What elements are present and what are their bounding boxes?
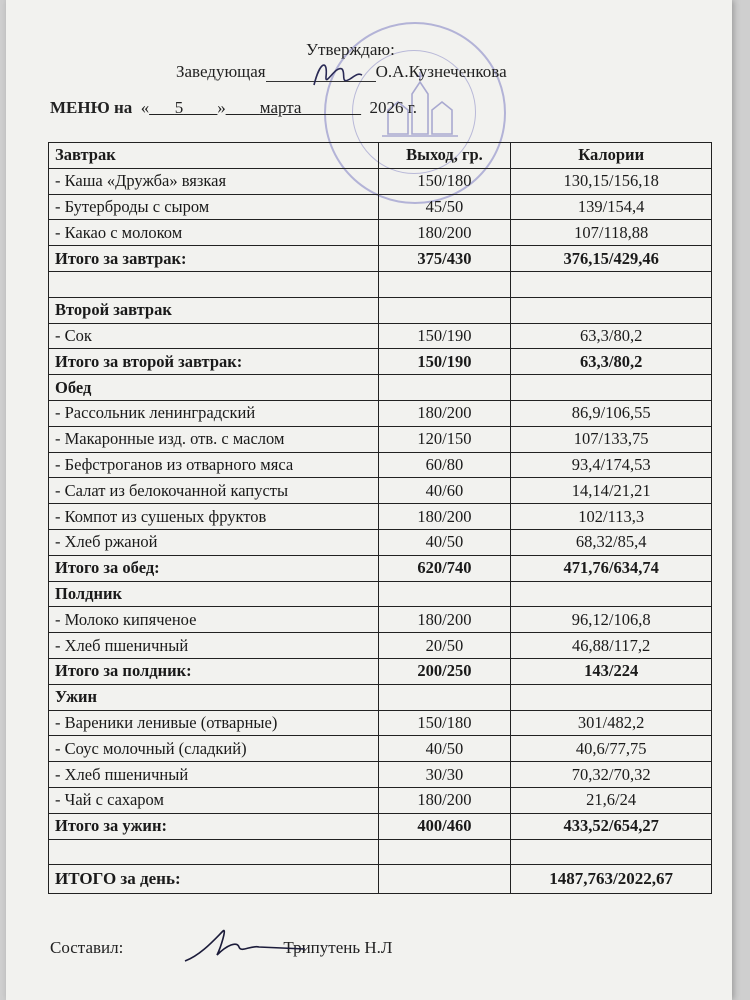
dish-cell: - Макаронные изд. отв. с маслом [49, 426, 379, 452]
menu-item-row [49, 762, 712, 788]
quote-open: « [140, 98, 150, 117]
yield-cell: 200/250 [378, 658, 511, 684]
menu-item-row [49, 426, 712, 452]
calories-cell: 86,9/106,55 [511, 400, 712, 426]
dish-cell: - Вареники ленивые (отварные) [49, 710, 379, 736]
yield-cell [378, 865, 511, 894]
meal-section-row [49, 581, 712, 607]
calories-cell: 433,52/654,27 [511, 813, 712, 839]
menu-item-row [49, 504, 712, 530]
dish-cell [49, 271, 379, 297]
yield-cell [378, 581, 511, 607]
yield-cell: 180/200 [378, 787, 511, 813]
dish-cell: Итого за обед: [49, 555, 379, 581]
calories-cell: 70,32/70,32 [511, 762, 712, 788]
menu-item-row [49, 400, 712, 426]
meal-total-row [49, 349, 712, 375]
calories-cell: 102/113,3 [511, 504, 712, 530]
meal-total-row [49, 813, 712, 839]
yield-cell: 150/190 [378, 349, 511, 375]
calories-cell: 46,88/117,2 [511, 633, 712, 659]
dish-cell: - Каша «Дружба» вязкая [49, 168, 379, 194]
dish-cell: Полдник [49, 581, 379, 607]
yield-cell: 375/430 [378, 246, 511, 272]
composer-label: Составил: [50, 938, 124, 957]
menu-item-row [49, 194, 712, 220]
dish-cell: Обед [49, 375, 379, 401]
yield-cell: 180/200 [378, 504, 511, 530]
yield-cell [378, 297, 511, 323]
dish-cell: - Какао с молоком [49, 220, 379, 246]
column-header-calories: Калории [511, 143, 712, 169]
dish-cell: - Хлеб ржаной [49, 529, 379, 555]
menu-item-row [49, 787, 712, 813]
menu-item-row [49, 323, 712, 349]
dish-cell: - Соус молочный (сладкий) [49, 736, 379, 762]
yield-cell [378, 684, 511, 710]
composer-signature-icon [181, 925, 311, 965]
dish-cell: Ужин [49, 684, 379, 710]
calories-cell [511, 839, 712, 865]
dish-cell: ИТОГО за день: [49, 865, 379, 894]
yield-cell: 400/460 [378, 813, 511, 839]
menu-item-row [49, 710, 712, 736]
menu-title: МЕНЮ на [50, 98, 133, 117]
column-header-meal: Завтрак [49, 143, 379, 169]
meal-section-row [49, 297, 712, 323]
yield-cell: 180/200 [378, 220, 511, 246]
menu-table-body [49, 168, 712, 894]
calories-cell: 143/224 [511, 658, 712, 684]
dish-cell: - Компот из сушеных фруктов [49, 504, 379, 530]
calories-cell: 471,76/634,74 [511, 555, 712, 581]
dish-cell: Второй завтрак [49, 297, 379, 323]
yield-cell: 180/200 [378, 607, 511, 633]
meal-total-row [49, 555, 712, 581]
dish-cell: - Хлеб пшеничный [49, 762, 379, 788]
meal-section-row [49, 684, 712, 710]
menu-sheet [6, 0, 732, 1000]
calories-cell [511, 271, 712, 297]
meal-total-row [49, 658, 712, 684]
calories-cell: 107/118,88 [511, 220, 712, 246]
dish-cell: Итого за полдник: [49, 658, 379, 684]
calories-cell: 376,15/429,46 [511, 246, 712, 272]
menu-month: ____марта_______ [225, 98, 361, 117]
calories-cell: 301/482,2 [511, 710, 712, 736]
yield-cell [378, 839, 511, 865]
dish-cell: - Бефстроганов из отварного мяса [49, 452, 379, 478]
calories-cell: 130,15/156,18 [511, 168, 712, 194]
menu-day: ___5____ [149, 98, 218, 117]
calories-cell: 68,32/85,4 [511, 529, 712, 555]
yield-cell: 20/50 [378, 633, 511, 659]
yield-cell: 620/740 [378, 555, 511, 581]
meal-section-row [49, 375, 712, 401]
calories-cell: 63,3/80,2 [511, 323, 712, 349]
calories-cell: 21,6/24 [511, 787, 712, 813]
calories-cell [511, 581, 712, 607]
yield-cell: 180/200 [378, 400, 511, 426]
menu-item-row [49, 529, 712, 555]
dish-cell: - Рассольник ленинградский [49, 400, 379, 426]
menu-table [48, 142, 712, 894]
menu-item-row [49, 607, 712, 633]
yield-cell: 30/30 [378, 762, 511, 788]
menu-item-row [49, 633, 712, 659]
menu-item-row [49, 452, 712, 478]
approver-role: Заведующая [176, 62, 266, 81]
day-total-row [49, 865, 712, 894]
calories-cell: 14,14/21,21 [511, 478, 712, 504]
yield-cell: 150/180 [378, 710, 511, 736]
dish-cell [49, 839, 379, 865]
calories-cell: 63,3/80,2 [511, 349, 712, 375]
menu-item-row [49, 736, 712, 762]
meal-total-row [49, 246, 712, 272]
yield-cell: 40/50 [378, 529, 511, 555]
menu-year: 2026 г. [369, 98, 418, 117]
calories-cell [511, 297, 712, 323]
approver-signature-icon [306, 55, 366, 95]
yield-cell: 40/50 [378, 736, 511, 762]
yield-cell: 60/80 [378, 452, 511, 478]
calories-cell [511, 684, 712, 710]
calories-cell [511, 375, 712, 401]
calories-cell: 93,4/174,53 [511, 452, 712, 478]
calories-cell: 96,12/106,8 [511, 607, 712, 633]
menu-item-row [49, 220, 712, 246]
dish-cell: - Хлеб пшеничный [49, 633, 379, 659]
yield-cell: 150/180 [378, 168, 511, 194]
dish-cell: - Молоко кипяченое [49, 607, 379, 633]
yield-cell: 40/60 [378, 478, 511, 504]
blank-row [49, 839, 712, 865]
yield-cell [378, 271, 511, 297]
table-header-row [49, 143, 712, 169]
menu-item-row [49, 478, 712, 504]
yield-cell [378, 375, 511, 401]
dish-cell: Итого за завтрак: [49, 246, 379, 272]
calories-cell: 139/154,4 [511, 194, 712, 220]
approval-label: Утверждаю: [306, 40, 395, 59]
quote-close: » [217, 98, 226, 117]
approver-name: О.А.Кузнеченкова [375, 62, 507, 81]
yield-cell: 45/50 [378, 194, 511, 220]
yield-cell: 150/190 [378, 323, 511, 349]
dish-cell: Итого за второй завтрак: [49, 349, 379, 375]
menu-item-row [49, 168, 712, 194]
dish-cell: Итого за ужин: [49, 813, 379, 839]
dish-cell: - Чай с сахаром [49, 787, 379, 813]
dish-cell: - Сок [49, 323, 379, 349]
composer-name: Трипутень Н.Л [283, 938, 393, 957]
dish-cell: - Бутерброды с сыром [49, 194, 379, 220]
column-header-yield: Выход, гр. [378, 143, 511, 169]
calories-cell: 1487,763/2022,67 [511, 865, 712, 894]
calories-cell: 40,6/77,75 [511, 736, 712, 762]
menu-date-line [50, 98, 417, 118]
dish-cell: - Салат из белокочанной капусты [49, 478, 379, 504]
calories-cell: 107/133,75 [511, 426, 712, 452]
blank-row [49, 271, 712, 297]
yield-cell: 120/150 [378, 426, 511, 452]
